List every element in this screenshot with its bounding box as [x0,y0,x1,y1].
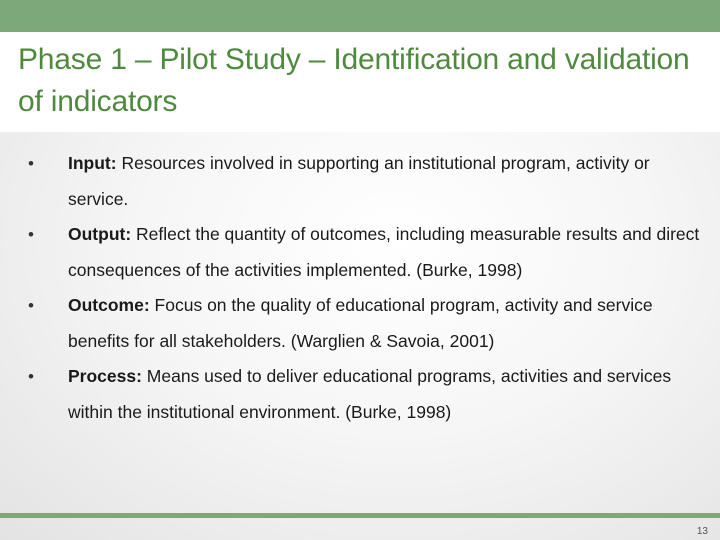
slide-title: Phase 1 – Pilot Study – Identification and validation of indicators [18,43,690,118]
bullet-term: Outcome: [68,295,150,315]
bullet-text: Means used to deliver educational programs, activities and services within the institutional environment. (Burke, 1998) [68,366,672,422]
bullet-text: Resources involved in supporting an institutional program, activity or service. [68,153,650,209]
bullet-process [28,359,708,430]
bullet-term: Process: [68,366,142,386]
bullet-term: Output: [68,224,132,244]
bullet-dot-icon: • [28,296,34,315]
bullet-list [28,146,708,430]
top-accent-bar [0,0,720,32]
bullet-dot-icon: • [28,154,34,173]
bullet-dot-icon: • [28,225,34,244]
bullet-input [28,146,708,217]
bullet-outcome [28,288,708,359]
bullet-output [28,217,708,288]
bullet-text: Reflect the quantity of outcomes, including measurable results and direct consequences of the activities implemented. (Burke, 1998) [68,224,700,280]
bullet-term: Input: [68,153,117,173]
bullet-text: Focus on the quality of educational program, activity and service benefits for all stakeholders. (Warglien & Savoia, 2001) [68,295,653,351]
page-number: 13 [696,526,708,537]
bottom-accent-bar [0,513,720,518]
bullet-dot-icon: • [28,367,34,386]
